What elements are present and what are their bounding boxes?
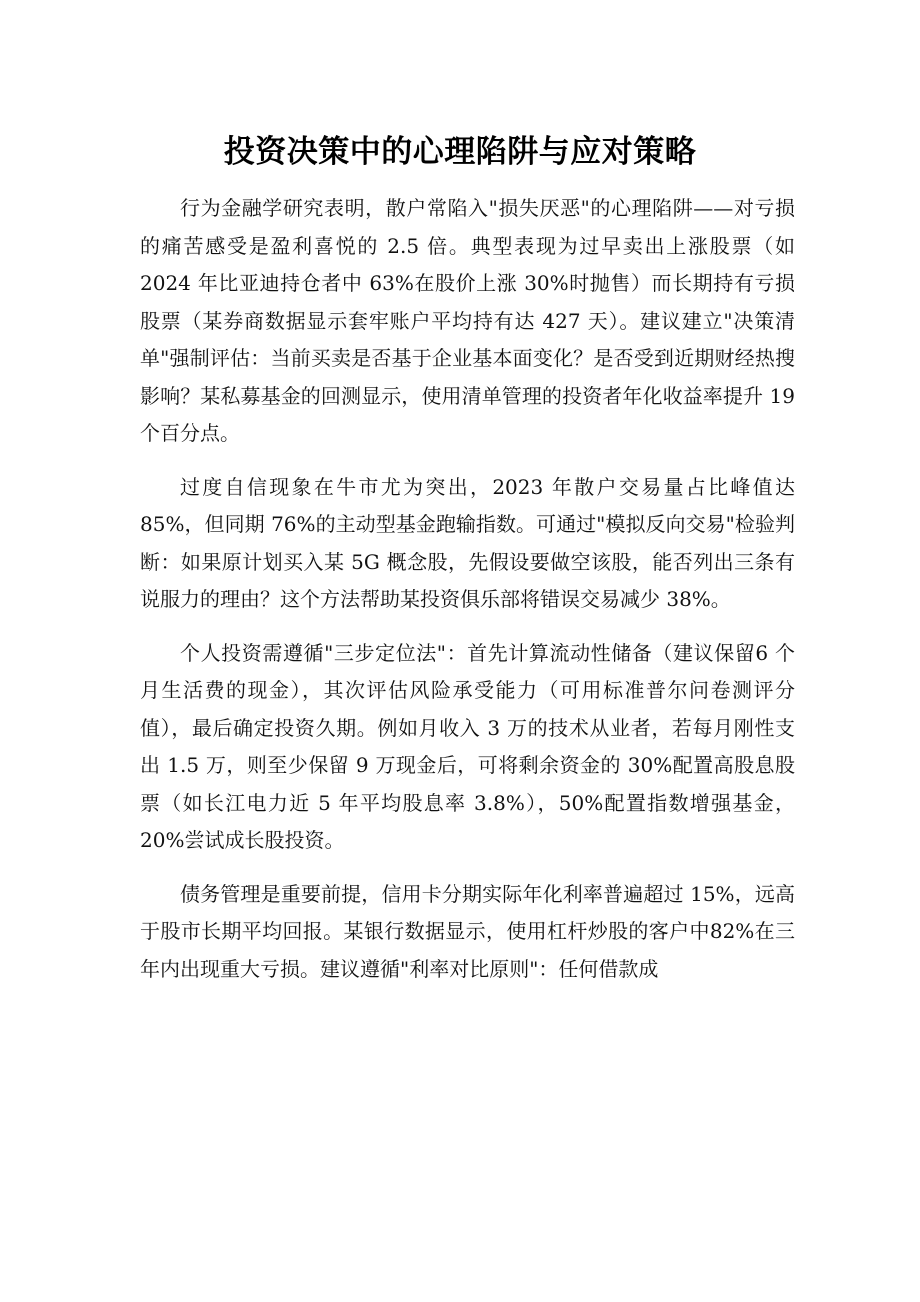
paragraph-overconfidence: 过度自信现象在牛市尤为突出，2023 年散户交易量占比峰值达85%，但同期 76%的主动型基金跑输指数。可通过"模拟反向交易"检验判断：如果原计划买入某 5G 概念股，先假设要做空该股，能否列出三条有说服力的理由？这个方法帮助某投资俱乐部将错误交易减少 38%。 <box>140 474 795 611</box>
paragraph-loss-aversion: 行为金融学研究表明，散户常陷入"损失厌恶"的心理陷阱——对亏损的痛苦感受是盈利喜悦的 2.5 倍。典型表现为过早卖出上涨股票（如 2024 年比亚迪持仓者中 63%在股价上涨 30%时抛售）而长期持有亏损股票（某券商数据显示套牢账户平均持有达 427 天）。建议建立"决策清单"强制评估：当前买卖是否基于企业基本面变化？是否受到近期财经热搜影响？某私募基金的回测显示，使用清单管理的投资者年化收益率提升 19 个百分点。 <box>140 196 795 445</box>
paragraph-three-step-method: 个人投资需遵循"三步定位法"：首先计算流动性储备（建议保留6 个月生活费的现金），其次评估风险承受能力（可用标准普尔问卷测评分值），最后确定投资久期。例如月收入 3 万的技术从业者，若每月刚性支出 1.5 万，则至少保留 9 万现金后，可将剩余资金的 30%配置高股息股票（如长江电力近 5 年平均股息率 3.8%），50%配置指数增强基金，20%尝试成长股投资。 <box>140 640 795 852</box>
paragraph-debt-management: 债务管理是重要前提，信用卡分期实际年化利率普遍超过 15%，远高于股市长期平均回报。某银行数据显示，使用杠杆炒股的客户中82%在三年内出现重大亏损。建议遵循"利率对比原则"：任何借款成 <box>140 881 795 981</box>
document-body <box>140 190 795 1004</box>
document-title: 投资决策中的心理陷阱与应对策略 <box>223 134 697 170</box>
